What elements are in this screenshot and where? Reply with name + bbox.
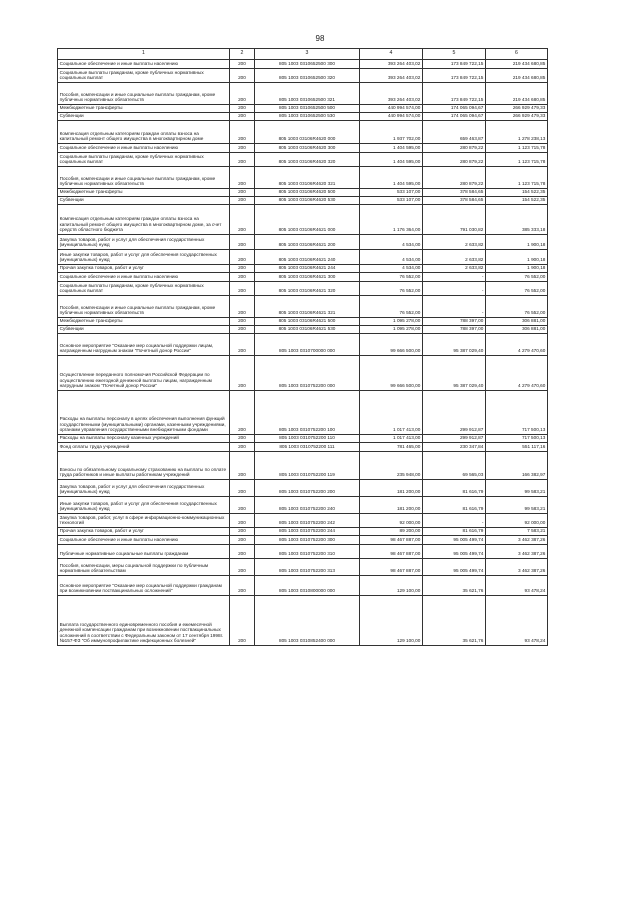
table-row [58,196,548,204]
row-unexecuted: 385 333,18 [486,204,548,234]
row-code-line: 200 [230,120,255,143]
row-code-line: 200 [230,325,255,333]
row-unexecuted: 1 900,18 [486,249,548,264]
table-row [58,527,548,535]
header-cell: 5 [423,49,486,60]
row-unexecuted: 1 900,18 [486,234,548,249]
row-description: Прочая закупка товаров, работ и услуг [58,527,230,535]
row-unexecuted: 3 462 387,26 [486,544,548,558]
table-row [58,333,548,355]
table-row [58,442,548,451]
row-approved: 92 000,00 [360,513,423,527]
row-code-line: 200 [230,234,255,249]
row-executed: 173 849 722,15 [423,82,486,104]
row-code-line: 200 [230,68,255,82]
table-row [58,595,548,645]
row-description: Компенсация отдельным категориям граждан оплаты взноса на капитальный ремонт общего имущества в многоквартирном доме [58,120,230,143]
row-executed: 173 849 722,15 [423,68,486,82]
row-code-line: 200 [230,479,255,496]
row-description: Социальное обеспечение и иные выплаты населению [58,272,230,281]
row-unexecuted: 7 583,21 [486,527,548,535]
row-budget-code: 805 1003 03106R4620 300 [255,143,360,152]
table-row [58,68,548,82]
row-budget-code: 805 1003 0310752200 240 [255,496,360,513]
row-description: Социальное обеспечение и иные выплаты населению [58,59,230,68]
row-approved: 440 994 574,00 [360,104,423,112]
row-description: Межбюджетные трансферты [58,104,230,112]
header-cell: 2 [230,49,255,60]
row-code-line: 200 [230,317,255,325]
row-approved: 181 200,00 [360,496,423,513]
row-unexecuted: 92 000,00 [486,513,548,527]
row-approved: 76 552,00 [360,295,423,317]
table-row [58,544,548,558]
row-budget-code: 805 1003 0310752200 100 [255,390,360,434]
row-code-line: 200 [230,496,255,513]
row-budget-code: 805 1003 03106R4621 500 [255,317,360,325]
row-approved: 533 107,00 [360,196,423,204]
row-code-line: 200 [230,333,255,355]
row-code-line: 200 [230,544,255,558]
row-unexecuted: 166 382,97 [486,451,548,479]
row-description: Пособия, компенсации, меры социальной поддержки по публичным нормативным обязательствам [58,558,230,575]
row-budget-code: 805 1003 03106R4621 320 [255,281,360,295]
row-unexecuted: 306 881,00 [486,317,548,325]
row-budget-code: 805 1003 0310752200 313 [255,558,360,575]
table-row [58,575,548,595]
row-budget-code: 805 1003 0310652500 530 [255,112,360,120]
row-unexecuted: 219 434 680,85 [486,68,548,82]
row-budget-code: 805 1003 0310700000 000 [255,333,360,355]
row-code-line: 200 [230,527,255,535]
row-description: Субвенции [58,112,230,120]
row-code-line: 200 [230,442,255,451]
row-budget-code: 805 1003 0310652500 500 [255,104,360,112]
table-row [58,355,548,390]
row-code-line: 200 [230,59,255,68]
row-budget-code: 805 1003 03106R4621 244 [255,264,360,272]
row-approved: 76 552,00 [360,281,423,295]
row-description: Закупка товаров, работ и услуг для обеспечения государственных (муниципальных) нужд [58,234,230,249]
row-executed: 173 849 722,15 [423,59,486,68]
row-budget-code: 805 1003 0310752200 119 [255,451,360,479]
row-budget-code: 805 1003 03106R4621 000 [255,204,360,234]
table-row [58,104,548,112]
table-row [58,143,548,152]
row-code-line: 200 [230,166,255,188]
row-code-line: 200 [230,204,255,234]
row-description: Публичные нормативные социальные выплаты гражданам [58,544,230,558]
row-budget-code: 805 1003 0310752200 244 [255,527,360,535]
row-code-line: 200 [230,535,255,544]
row-approved: 1 017 413,00 [360,434,423,442]
row-approved: 1 095 278,00 [360,317,423,325]
row-description: Пособия, компенсации и иные социальные выплаты гражданам, кроме публичных нормативных обязательств [58,295,230,317]
row-executed: 378 584,65 [423,196,486,204]
table-row [58,479,548,496]
row-approved: 1 404 595,00 [360,143,423,152]
row-unexecuted: 93 478,24 [486,595,548,645]
row-approved: 235 948,00 [360,451,423,479]
table-row [58,434,548,442]
row-executed: 2 633,82 [423,234,486,249]
row-approved: 440 994 574,00 [360,112,423,120]
row-unexecuted: 219 434 680,85 [486,59,548,68]
row-budget-code: 805 1003 03106R4621 300 [255,272,360,281]
row-budget-code: 805 1003 0310652500 321 [255,82,360,104]
row-code-line: 200 [230,451,255,479]
row-description: Расходы на выплаты персоналу казенных учреждений [58,434,230,442]
row-unexecuted: 154 522,35 [486,188,548,196]
row-executed: 659 463,87 [423,120,486,143]
row-unexecuted: 154 522,35 [486,196,548,204]
row-budget-code: 805 1003 0310752200 242 [255,513,360,527]
row-executed: 81 616,79 [423,479,486,496]
row-code-line: 200 [230,264,255,272]
row-approved: 4 534,00 [360,234,423,249]
row-executed: 95 005 499,74 [423,535,486,544]
row-unexecuted: 219 434 680,85 [486,82,548,104]
row-code-line: 200 [230,295,255,317]
row-unexecuted: 4 279 470,60 [486,333,548,355]
row-executed: 280 879,22 [423,166,486,188]
row-code-line: 200 [230,152,255,166]
row-unexecuted: 1 123 715,78 [486,152,548,166]
row-unexecuted: 76 552,00 [486,295,548,317]
table-row [58,535,548,544]
row-code-line: 200 [230,188,255,196]
row-description: Иные закупки товаров, работ и услуг для обеспечения государственных (муниципальных) нужд [58,496,230,513]
row-executed: 69 565,03 [423,451,486,479]
row-executed: 95 387 029,40 [423,355,486,390]
row-approved: 76 552,00 [360,272,423,281]
row-executed: 791 030,82 [423,204,486,234]
row-unexecuted: 76 552,00 [486,281,548,295]
row-budget-code: 805 1003 0310652500 300 [255,59,360,68]
row-description: Компенсация отдельным категориям граждан оплаты взноса на капитальный ремонт общего имущества в многоквартирном доме, за счет средств областного бюджета [58,204,230,234]
row-budget-code: 805 1003 0310752200 200 [255,479,360,496]
row-unexecuted: 1 900,18 [486,264,548,272]
row-approved: 1 404 595,00 [360,152,423,166]
row-budget-code: 805 1003 03106R4620 500 [255,188,360,196]
row-executed: - [423,513,486,527]
row-approved: 98 467 887,00 [360,558,423,575]
row-executed: 2 633,82 [423,264,486,272]
row-description: Закупка товаров, работ и услуг для обеспечения государственных (муниципальных) нужд [58,479,230,496]
row-executed: 299 912,87 [423,434,486,442]
row-executed: 788 397,00 [423,317,486,325]
row-budget-code: 805 1003 03106R4621 530 [255,325,360,333]
row-approved: 533 107,00 [360,188,423,196]
row-approved: 1 937 702,00 [360,120,423,143]
row-code-line: 200 [230,513,255,527]
row-code-line: 200 [230,281,255,295]
row-executed: - [423,272,486,281]
table-row [58,325,548,333]
row-executed: - [423,295,486,317]
row-budget-code: 805 1003 03106R4621 200 [255,234,360,249]
header-cell: 3 [255,49,360,60]
table-row [58,234,548,249]
row-approved: 4 534,00 [360,249,423,264]
row-unexecuted: 3 462 387,26 [486,558,548,575]
row-description: Пособия, компенсации и иные социальные выплаты гражданам, кроме публичных нормативных обязательств [58,166,230,188]
row-description: Взносы по обязательному социальному страхованию на выплаты по оплате труда работников и иные выплаты работникам учреждений [58,451,230,479]
table-row [58,281,548,295]
row-executed: 95 005 499,74 [423,558,486,575]
table-row [58,82,548,104]
row-description: Основное мероприятие "Оказание мер социальной поддержки лицам, награжденным нагрудным знаком "Почетный донор России" [58,333,230,355]
row-approved: 393 264 403,02 [360,59,423,68]
row-description: Пособия, компенсации и иные социальные выплаты гражданам, кроме публичных нормативных обязательств [58,82,230,104]
row-unexecuted: 717 500,13 [486,434,548,442]
row-description: Социальные выплаты гражданам, кроме публичных нормативных социальных выплат [58,152,230,166]
row-description: Расходы на выплаты персоналу в целях обеспечения выполнения функций государственными (муниципальными) органами, казенными учреждениями, органами управления государственными внебюджетными фондами [58,390,230,434]
table-row [58,295,548,317]
row-code-line: 200 [230,104,255,112]
row-budget-code: 805 1003 03106R4621 321 [255,295,360,317]
row-executed: 378 584,65 [423,188,486,196]
row-description: Социальные выплаты гражданам, кроме публичных нормативных социальных выплат [58,68,230,82]
row-description: Основное мероприятие "Оказание мер социальной поддержки гражданам при возникновении поствакцинальных осложнений" [58,575,230,595]
table-row [58,272,548,281]
row-description: Закупка товаров, работ, услуг в сфере информационно-коммуникационных технологий [58,513,230,527]
row-unexecuted: 266 929 479,33 [486,112,548,120]
row-approved: 129 100,00 [360,595,423,645]
row-approved: 1 095 278,00 [360,325,423,333]
row-code-line: 200 [230,249,255,264]
row-unexecuted: 99 583,21 [486,479,548,496]
row-unexecuted: 306 881,00 [486,325,548,333]
row-budget-code: 805 1003 03106R4620 321 [255,166,360,188]
row-description: Осуществление переданного полномочия Российской Федерации по осуществлению ежегодной денежной выплаты лицам, награжденным нагрудным знаком "Почетный донор России" [58,355,230,390]
row-description: Межбюджетные трансферты [58,317,230,325]
row-code-line: 200 [230,434,255,442]
table-row [58,166,548,188]
row-approved: 781 465,00 [360,442,423,451]
row-code-line: 200 [230,595,255,645]
row-budget-code: 805 1003 0310800000 000 [255,575,360,595]
table-row [58,152,548,166]
row-code-line: 200 [230,575,255,595]
row-budget-code: 805 1003 03106R4620 530 [255,196,360,204]
row-approved: 99 666 500,00 [360,333,423,355]
row-executed: 174 065 094,67 [423,112,486,120]
row-description: Субвенции [58,196,230,204]
row-executed: 35 621,76 [423,595,486,645]
table-row [58,496,548,513]
row-budget-code: 805 1003 0310752200 111 [255,442,360,451]
row-code-line: 200 [230,558,255,575]
row-unexecuted: 1 278 238,13 [486,120,548,143]
row-executed: 95 387 029,40 [423,333,486,355]
table-row [58,513,548,527]
budget-table [57,48,548,646]
row-description: Прочая закупка товаров, работ и услуг [58,264,230,272]
row-executed: 2 633,82 [423,249,486,264]
row-unexecuted: 4 279 470,60 [486,355,548,390]
row-budget-code: 805 1003 0310752200 000 [255,355,360,390]
row-executed: 230 347,84 [423,442,486,451]
table-row [58,249,548,264]
row-code-line: 200 [230,390,255,434]
row-budget-code: 805 1003 03106R4621 240 [255,249,360,264]
row-approved: 89 200,00 [360,527,423,535]
header-cell: 1 [58,49,230,60]
table-row [58,451,548,479]
row-executed: 174 065 094,67 [423,104,486,112]
row-unexecuted: 3 462 387,26 [486,535,548,544]
table-row [58,112,548,120]
row-approved: 98 467 887,00 [360,535,423,544]
row-budget-code: 805 1003 0310852400 000 [255,595,360,645]
row-unexecuted: 551 117,16 [486,442,548,451]
row-executed: 788 397,00 [423,325,486,333]
header-cell: 4 [360,49,423,60]
row-code-line: 200 [230,112,255,120]
row-unexecuted: 266 929 479,33 [486,104,548,112]
row-code-line: 200 [230,355,255,390]
row-executed: 299 912,87 [423,390,486,434]
table-row [58,390,548,434]
row-budget-code: 805 1003 03106R4620 320 [255,152,360,166]
page-number: 98 [315,34,325,43]
row-code-line: 200 [230,82,255,104]
row-unexecuted: 99 583,21 [486,496,548,513]
row-code-line: 200 [230,272,255,281]
row-approved: 1 404 595,00 [360,166,423,188]
row-code-line: 200 [230,196,255,204]
header-cell: 6 [486,49,548,60]
row-approved: 181 200,00 [360,479,423,496]
row-executed: - [423,281,486,295]
row-description: Социальное обеспечение и иные выплаты населению [58,535,230,544]
row-budget-code: 805 1003 03106R4620 000 [255,120,360,143]
row-executed: 280 879,22 [423,152,486,166]
row-unexecuted: 93 478,24 [486,575,548,595]
table-row [58,59,548,68]
row-approved: 129 100,00 [360,575,423,595]
row-unexecuted: 717 500,13 [486,390,548,434]
row-unexecuted: 1 123 715,78 [486,143,548,152]
table-row [58,204,548,234]
row-approved: 4 534,00 [360,264,423,272]
row-executed: 81 616,79 [423,527,486,535]
row-description: Иные закупки товаров, работ и услуг для обеспечения государственных (муниципальных) нужд [58,249,230,264]
row-budget-code: 805 1003 0310752200 310 [255,544,360,558]
row-approved: 98 467 887,00 [360,544,423,558]
row-description: Социальные выплаты гражданам, кроме публичных нормативных социальных выплат [58,281,230,295]
row-approved: 99 666 500,00 [360,355,423,390]
row-description: Выплата государственного единовременного пособия и ежемесячной денежной компенсации гражданам при возникновении поствакцинальных осложнений в соответствии с Федеральным законом от 17 сентября 1998г. №157-ФЗ "Об иммунопрофилактике инфекционных болезней" [58,595,230,645]
table-row [58,120,548,143]
row-approved: 1 017 413,00 [360,390,423,434]
row-budget-code: 805 1003 0310752200 110 [255,434,360,442]
row-approved: 1 176 364,00 [360,204,423,234]
row-description: Межбюджетные трансферты [58,188,230,196]
row-executed: 95 005 499,74 [423,544,486,558]
row-executed: 81 616,79 [423,496,486,513]
row-approved: 393 264 403,02 [360,82,423,104]
row-unexecuted: 1 123 715,78 [486,166,548,188]
row-unexecuted: 76 552,00 [486,272,548,281]
row-description: Фонд оплаты труда учреждений [58,442,230,451]
row-code-line: 200 [230,143,255,152]
row-description: Субвенции [58,325,230,333]
table-row [58,264,548,272]
row-budget-code: 805 1003 0310652500 320 [255,68,360,82]
table-header-row [58,49,548,60]
row-description: Социальное обеспечение и иные выплаты населению [58,143,230,152]
table-row [58,558,548,575]
row-executed: 35 621,76 [423,575,486,595]
row-executed: 280 879,22 [423,143,486,152]
table-row [58,317,548,325]
row-budget-code: 805 1003 0310752200 300 [255,535,360,544]
table-row [58,188,548,196]
row-approved: 393 264 403,02 [360,68,423,82]
